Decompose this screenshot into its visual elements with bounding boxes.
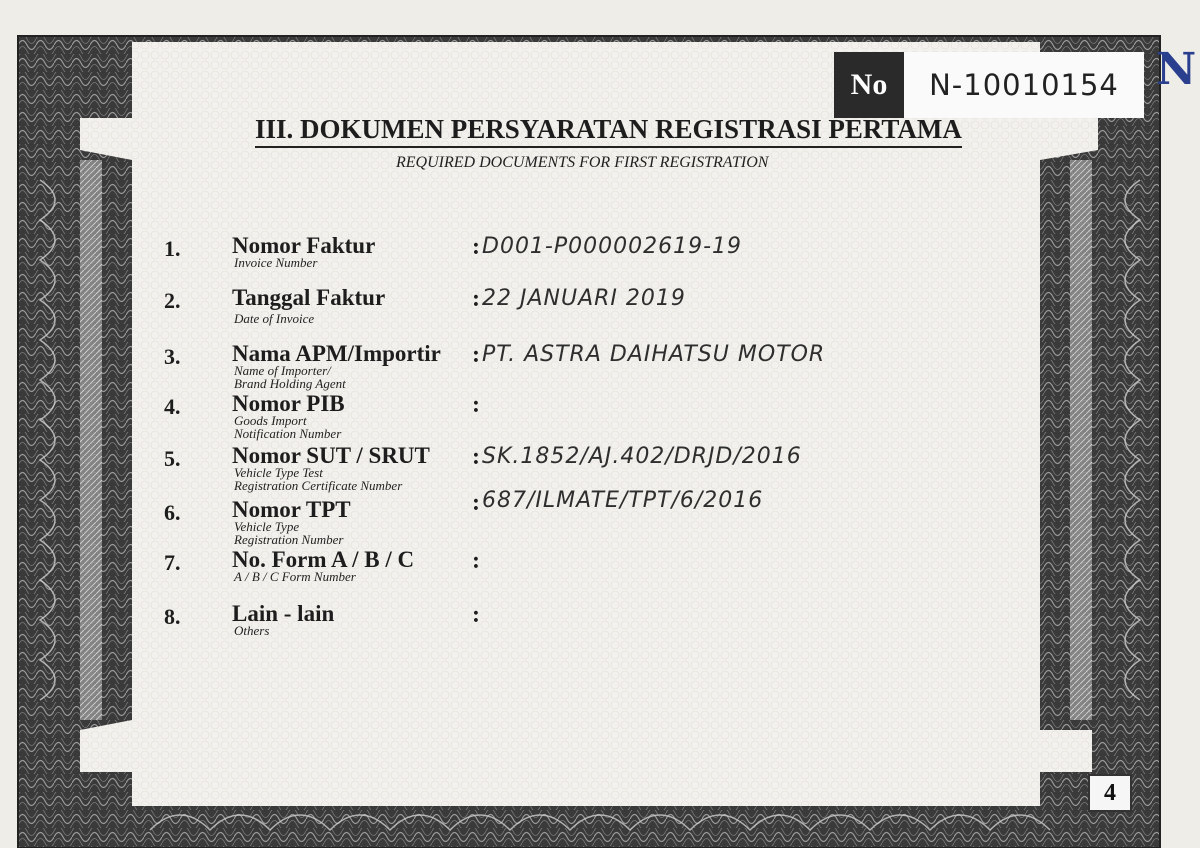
field-row-importer-name — [150, 341, 1030, 396]
field-colon: : — [472, 490, 480, 516]
field-label-english-line: Goods Import — [234, 413, 307, 428]
field-label-english-line: Date of Invoice — [234, 311, 315, 326]
field-label-english — [234, 520, 343, 546]
page-number: 4 — [1088, 774, 1132, 812]
document-number-box — [834, 52, 1144, 118]
field-value: 687/ILMATE/TPT/6/2016 — [482, 488, 764, 513]
field-label-english-line: A / B / C Form Number — [234, 569, 356, 584]
field-label: No. Form A / B / C — [232, 547, 415, 572]
field-colon: : — [472, 234, 480, 260]
field-colon: : — [472, 602, 480, 628]
field-value: PT. ASTRA DAIHATSU MOTOR — [482, 342, 826, 367]
field-label-english-line: Others — [234, 623, 270, 638]
field-number: 6. — [164, 500, 181, 525]
field-number: 8. — [164, 604, 181, 629]
field-row-pib-number — [150, 391, 1030, 446]
field-number: 5. — [164, 446, 181, 471]
field-label-english-line: Vehicle Type Test — [234, 465, 323, 480]
field-label-english — [234, 570, 356, 583]
field-value: 22 JANUARI 2019 — [482, 286, 686, 311]
field-number: 3. — [164, 344, 181, 369]
field-colon: : — [472, 392, 480, 418]
field-label-english — [234, 466, 402, 492]
field-label: Nomor SUT / SRUT — [232, 443, 430, 468]
field-colon: : — [472, 444, 480, 470]
field-label: Tanggal Faktur — [232, 285, 386, 310]
field-colon: : — [472, 286, 480, 312]
field-row-others — [150, 601, 1030, 656]
field-label: Nomor Faktur — [232, 233, 376, 258]
field-label: Lain - lain — [232, 601, 335, 626]
field-label: Nama APM/Importir — [232, 341, 441, 366]
field-label-english-line: Brand Holding Agent — [234, 376, 346, 391]
field-label-english — [234, 624, 269, 637]
field-value: D001-P000002619-19 — [482, 234, 743, 259]
field-label-english — [234, 414, 341, 440]
field-row-invoice-date — [150, 285, 1030, 340]
section-subtitle: REQUIRED DOCUMENTS FOR FIRST REGISTRATION — [396, 154, 769, 171]
field-number: 1. — [164, 236, 181, 261]
field-row-invoice-number — [150, 233, 1030, 288]
field-row-tpt-number — [150, 488, 1030, 552]
field-label-english-line: Invoice Number — [234, 255, 318, 270]
field-number: 7. — [164, 550, 181, 575]
document-number-label: No — [834, 52, 904, 118]
field-label-english-line: Registration Certificate Number — [234, 478, 403, 493]
field-colon: : — [472, 342, 480, 368]
field-label-english-line: Name of Importer/ — [234, 363, 331, 378]
field-value: SK.1852/AJ.402/DRJD/2016 — [482, 444, 802, 469]
field-label-english-line: Registration Number — [234, 532, 344, 547]
field-label: Nomor TPT — [232, 497, 351, 522]
field-label: Nomor PIB — [232, 391, 345, 416]
field-label-english — [234, 364, 346, 390]
field-label-english-line: Notification Number — [234, 426, 342, 441]
field-row-form-abc — [150, 547, 1030, 602]
field-label-english — [234, 312, 314, 325]
document-number-value: N-10010154 — [904, 52, 1144, 118]
field-number: 2. — [164, 288, 181, 313]
section-title: III. DOKUMEN PERSYARATAN REGISTRASI PERTAMA — [255, 114, 962, 148]
field-number: 4. — [164, 394, 181, 419]
field-label-english — [234, 256, 317, 269]
field-label-english-line: Vehicle Type — [234, 519, 300, 534]
serial-stamp-mark: N — [1156, 44, 1197, 95]
field-colon: : — [472, 548, 480, 574]
